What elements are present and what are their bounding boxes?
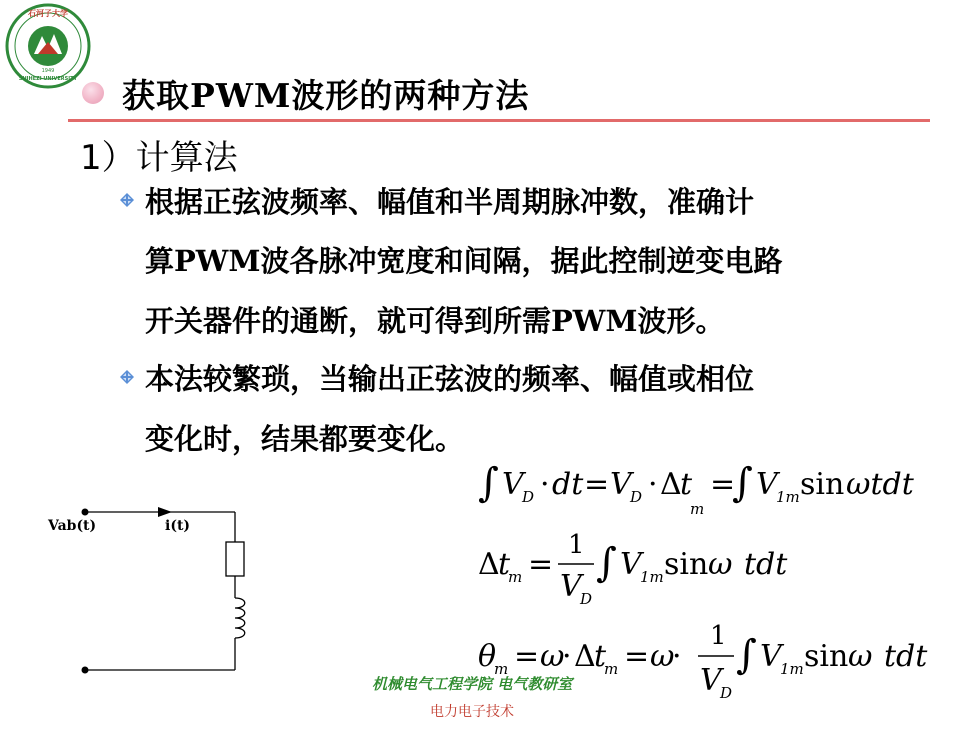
svg-text:sin: sin [800, 467, 845, 502]
svg-text:D: D [630, 488, 643, 506]
svg-text:Δ: Δ [478, 547, 500, 582]
svg-text:m: m [690, 500, 705, 518]
diamond-bullet-icon [120, 370, 134, 384]
svg-text:sin: sin [664, 547, 709, 582]
svg-text:sin: sin [804, 639, 849, 674]
current-label: i(t) [165, 518, 191, 534]
svg-text:SHIHEZI UNIVERSITY: SHIHEZI UNIVERSITY [18, 76, 78, 82]
inductor [235, 598, 245, 638]
svg-text:V: V [700, 663, 722, 698]
svg-text:·: · [672, 639, 682, 674]
svg-text:D: D [522, 488, 535, 506]
svg-text:ω: ω [540, 639, 565, 674]
svg-text:V: V [760, 639, 782, 674]
svg-text:tdt: tdt [884, 639, 928, 674]
bullet-1-line-1: 根据正弦波频率、幅值和半周期脉冲数，准确计 [145, 185, 755, 219]
svg-text:1m: 1m [776, 488, 800, 506]
svg-text:ω: ω [848, 639, 873, 674]
svg-text:V: V [610, 467, 632, 502]
svg-text:石河子大学: 石河子大学 [28, 8, 68, 18]
svg-text:D: D [580, 590, 593, 608]
svg-text:ω: ω [708, 547, 733, 582]
title-divider [68, 119, 930, 122]
bullet-1-line-2: 算PWM波各脉冲宽度和间隔，据此控制逆变电路 [145, 244, 783, 278]
rl-load-circuit [40, 495, 280, 685]
svg-text:·: · [562, 639, 572, 674]
svg-text:V: V [502, 467, 524, 502]
svg-text:Δ: Δ [574, 639, 596, 674]
footer-course-name: 电力电子技术 [430, 704, 514, 720]
svg-text:1949: 1949 [41, 68, 55, 74]
footer-department: 机械电气工程学院 电气教研室 [372, 675, 573, 693]
svg-text:t: t [680, 467, 693, 502]
svg-text:=: = [584, 467, 610, 502]
svg-text:=: = [514, 639, 540, 674]
svg-text:ω: ω [650, 639, 675, 674]
svg-text:·: · [540, 467, 550, 502]
diamond-bullet-icon [120, 193, 134, 207]
current-arrow [158, 507, 172, 517]
svg-text:∫: ∫ [732, 460, 753, 506]
slide-title: 获取PWM波形的两种方法 [122, 76, 530, 115]
svg-text:dt: dt [552, 467, 584, 502]
bullet-2-line-1: 本法较繁琐，当输出正弦波的频率、幅值或相位 [145, 362, 755, 396]
voltage-label: Vab(t) [48, 518, 97, 534]
formula-2 [478, 530, 788, 608]
bottom-terminal [82, 667, 89, 674]
svg-text:m: m [508, 568, 523, 586]
formula-1 [478, 460, 915, 518]
university-logo [4, 2, 92, 90]
svg-text:1m: 1m [780, 660, 804, 678]
svg-text:∫: ∫ [736, 632, 757, 678]
svg-text:Δ: Δ [660, 467, 682, 502]
svg-text:m: m [494, 660, 509, 678]
svg-text:m: m [604, 660, 619, 678]
svg-text:V: V [560, 569, 582, 604]
svg-text:V: V [620, 547, 642, 582]
svg-text:D: D [720, 684, 733, 702]
svg-text:1: 1 [710, 621, 727, 651]
bullet-2-line-2: 变化时，结果都要变化。 [145, 422, 465, 456]
svg-text:=: = [710, 467, 736, 502]
svg-text:=: = [624, 639, 650, 674]
svg-text:∫: ∫ [596, 540, 617, 586]
svg-text:V: V [756, 467, 778, 502]
section-heading: 1）计算法 [80, 138, 238, 178]
title-bullet-dot [82, 82, 104, 104]
svg-text:ωtdt: ωtdt [846, 467, 914, 502]
svg-text:∫: ∫ [478, 460, 499, 506]
svg-text:·: · [648, 467, 658, 502]
svg-text:1m: 1m [640, 568, 664, 586]
svg-text:θ: θ [478, 639, 497, 674]
svg-text:t: t [594, 639, 607, 674]
bullet-1-line-3: 开关器件的通断，就可得到所需PWM波形。 [145, 304, 725, 338]
svg-text:=: = [528, 547, 554, 582]
resistor [226, 542, 244, 576]
svg-text:1: 1 [568, 530, 585, 560]
svg-text:t: t [498, 547, 511, 582]
svg-text:tdt: tdt [744, 547, 788, 582]
